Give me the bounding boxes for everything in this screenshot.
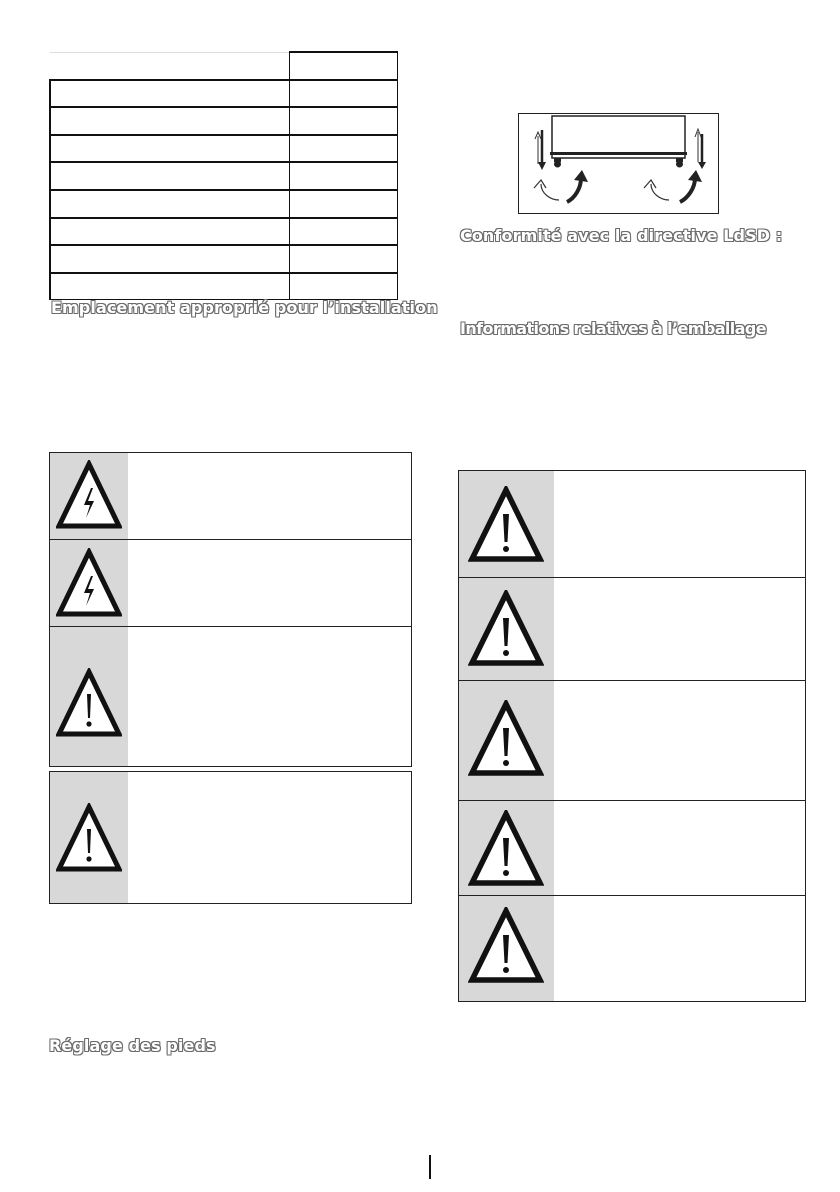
electric-hazard-icon — [56, 460, 122, 530]
heading-installation-location: Emplacement approprié pour l’installation — [51, 298, 438, 317]
table-row — [50, 218, 398, 246]
heading-ldsd-conformity: Conformité avec la directive LdSD : — [460, 226, 783, 245]
climate-class-table — [49, 51, 398, 300]
electric-hazard-icon — [56, 548, 122, 618]
feet-adjustment-diagram — [518, 113, 719, 214]
table-row — [50, 52, 398, 80]
page-number-divider — [429, 1155, 431, 1179]
exclamation-warning-icon — [468, 590, 544, 668]
table-row — [50, 245, 398, 273]
table-row — [50, 80, 398, 108]
exclamation-warning-icon — [468, 907, 544, 985]
heading-packaging-info: Informations relatives à l’emballage — [460, 319, 766, 338]
exclamation-warning-icon — [56, 668, 122, 738]
exclamation-warning-icon — [56, 803, 122, 873]
exclamation-warning-icon — [468, 810, 544, 888]
table-row — [50, 273, 398, 300]
table-row — [50, 190, 398, 218]
heading-feet-adjustment: Réglage des pieds — [49, 1036, 216, 1055]
exclamation-warning-icon — [468, 700, 544, 778]
table-row — [50, 135, 398, 163]
table-row — [50, 107, 398, 135]
table-row — [50, 162, 398, 190]
exclamation-warning-icon — [468, 486, 544, 564]
